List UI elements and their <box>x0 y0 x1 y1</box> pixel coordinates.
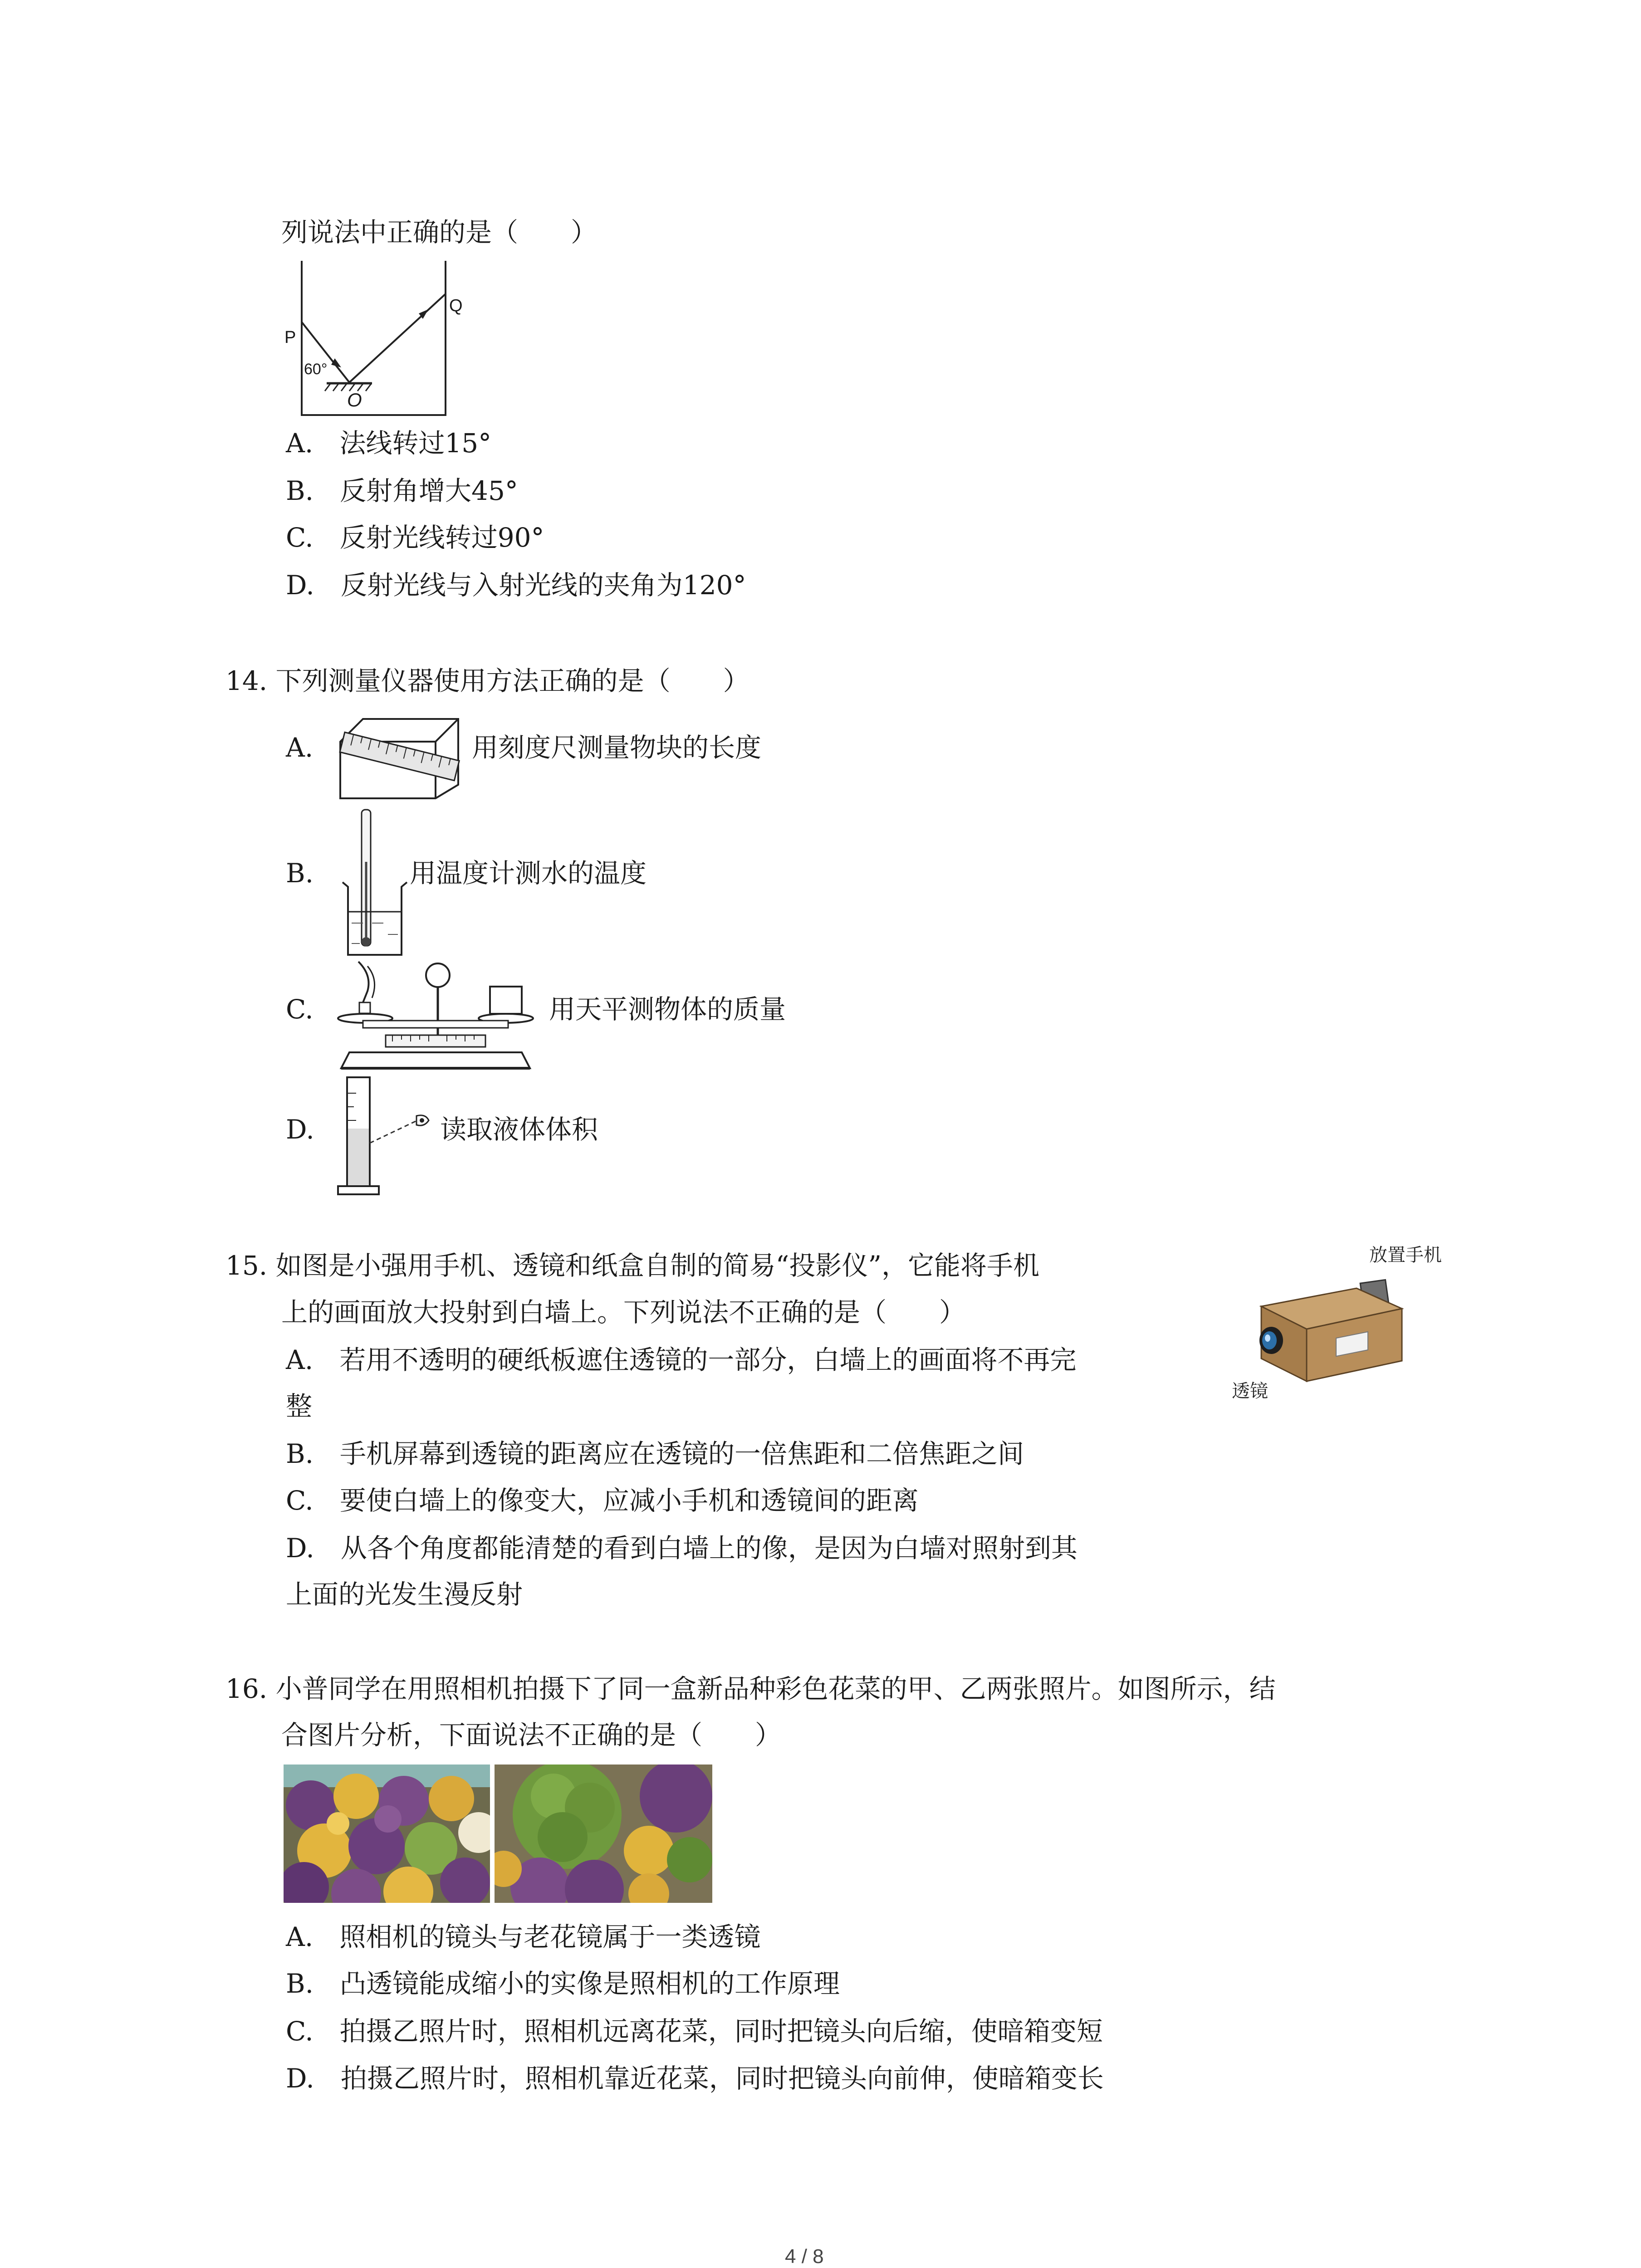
q15-label-phone: 放置手机 <box>1369 1245 1442 1265</box>
q15-option-a-line-1: A. 若用不透明的硬纸板遮住透镜的一部分，白墙上的画面将不再完 <box>286 1344 1077 1375</box>
page-number: 4 / 8 <box>785 2245 824 2268</box>
q14-option-a-text: 用刻度尺测量物块的长度 <box>472 732 762 763</box>
q16-option-d: D. 拍摄乙照片时，照相机靠近花菜，同时把镜头向前伸，使暗箱变长 <box>286 2063 1104 2094</box>
q14-balance-figure <box>336 957 535 1075</box>
q13-option-b: B. 反射角增大45° <box>286 475 518 506</box>
q13-option-d: D. 反射光线与入射光线的夹角为120° <box>286 570 746 601</box>
q14-option-a-letter: A. <box>286 732 314 763</box>
q13-option-c: C. 反射光线转过90° <box>286 522 544 553</box>
q13-stem-tail: 列说法中正确的是（ ） <box>281 217 598 248</box>
q13-label-q: Q <box>449 296 463 315</box>
q16-photo-yi <box>495 1765 712 1903</box>
q13-label-angle: 60° <box>304 361 328 378</box>
q13-label-p: P <box>284 328 296 347</box>
q15-option-c: C. 要使白墙上的像变大，应减小手机和透镜间的距离 <box>286 1485 919 1516</box>
q15-option-d-line-2: 上面的光发生漫反射 <box>286 1579 523 1610</box>
q14-option-c-text: 用天平测物体的质量 <box>549 994 786 1025</box>
q14-option-d-text: 读取液体体积 <box>440 1114 598 1145</box>
q14-option-b-text: 用温度计测水的温度 <box>410 858 647 889</box>
q13-label-o: O <box>347 389 362 411</box>
q16-option-b: B. 凸透镜能成缩小的实像是照相机的工作原理 <box>286 1968 840 1999</box>
q15-option-d-line-1: D. 从各个角度都能清楚的看到白墙上的像，是因为白墙对照射到其 <box>286 1533 1078 1564</box>
q15-option-a-line-2: 整 <box>286 1391 313 1422</box>
q14-thermometer-beaker-figure <box>338 807 411 959</box>
q14-option-c-letter: C. <box>286 994 314 1025</box>
q16-option-c: C. 拍摄乙照片时，照相机远离花菜，同时把镜头向后缩，使暗箱变短 <box>286 2016 1103 2047</box>
q14-ruler-block-figure <box>331 708 472 803</box>
q16-stem-line-2: 合图片分析，下面说法不正确的是（ ） <box>281 1720 782 1750</box>
q14-stem: 14. 下列测量仪器使用方法正确的是（ ） <box>225 665 749 696</box>
q16-photo-jia <box>284 1765 490 1903</box>
q15-projector-figure <box>1243 1270 1425 1388</box>
q15-label-lens: 透镜 <box>1232 1381 1268 1401</box>
q14-option-d-letter: D. <box>286 1114 314 1145</box>
q16-stem-line-1: 16. 小普同学在用照相机拍摄下了同一盒新品种彩色花菜的甲、乙两张照片。如图所示，结 <box>225 1673 1276 1704</box>
q15-option-b: B. 手机屏幕到透镜的距离应在透镜的一倍焦距和二倍焦距之间 <box>286 1438 1024 1469</box>
q15-stem-line-1: 15. 如图是小强用手机、透镜和纸盒自制的简易“投影仪”，它能将手机 <box>225 1250 1039 1281</box>
q15-stem-line-2: 上的画面放大投射到白墙上。下列说法不正确的是（ ） <box>281 1297 966 1328</box>
q14-cylinder-figure <box>336 1075 445 1198</box>
q16-option-a: A. 照相机的镜头与老花镜属于一类透镜 <box>286 1921 761 1952</box>
q13-reflection-figure <box>281 254 463 422</box>
q13-option-a: A. 法线转过15° <box>286 428 492 459</box>
q14-option-b-letter: B. <box>286 858 314 889</box>
